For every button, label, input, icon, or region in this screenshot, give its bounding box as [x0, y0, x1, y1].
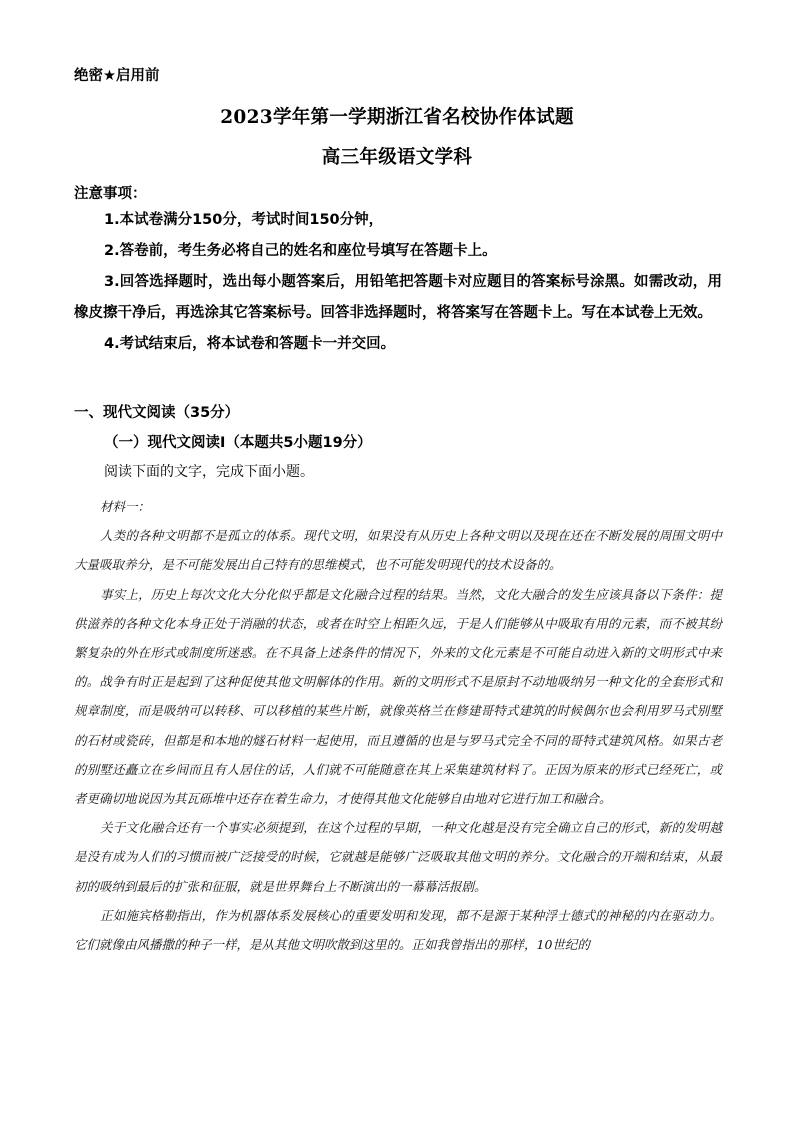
section-heading: 一、现代文阅读（35分） [74, 405, 240, 421]
exam-title: 2023学年第一学期浙江省名校协作体试题 [220, 107, 574, 128]
notes-list [74, 205, 722, 360]
material-paragraph: 正如施宾格勒指出，作为机器体系发展核心的重要发明和发现，都不是源于某种浮士德式的神秘的内在驱动力。它们就像由风播撒的种子一样，是从其他文明吹散到这里的。正如我曾指出的那样，10世纪的 [74, 907, 722, 953]
notes-heading: 注意事项： [74, 186, 147, 202]
reading-material [74, 492, 722, 959]
material-paragraph: 人类的各种文明都不是孤立的体系。现代文明，如果没有从历史上各种文明以及现在还在不断发展的周围文明中大量吸取养分，是不可能发展出自己特有的思维模式，也不可能发明现代的技术设备的。 [74, 528, 722, 573]
note-item: 4.考试结束后，将本试卷和答题卡一并交回。 [104, 336, 396, 352]
material-paragraph: 事实上，历史上每次文化大分化似乎都是文化融合过程的结果。当然，文化大融合的发生应该具备以下条件：提供滋养的各种文化本身正处于消融的状态，或者在时空上相距久远，于是人们能够从中吸取有用的元素，而不被其纷繁复杂的外在形式或制度所迷惑。在不具备上述条件的情况下，外来的文化元素是不可能自动进入新的文明形式中来的。战争有时正是起到了这种促使其他文明解体的作用。新的文明形式不是原封不动地吸纳另一种文化的全套形式和规章制度，而是吸纳可以转移、可以移植的某些片断，就像英格兰在修建哥特式建筑的时候偶尔也会利用罗马式别墅的石材或瓷砖，但都是和本地的燧石材料一起使用，而且遵循的也是与罗马式完全不同的哥特式建筑风格。如果古老的别墅还矗立在乡间而且有人居住的话，人们就不可能随意在其上采集建筑材料了。正因为原来的形式已经死亡，或者更确切地说因为其瓦砾堆中还存在着生命力，才使得其他文化能够自由地对它进行加工和融合。 [74, 586, 722, 807]
note-item: 3.回答选择题时，选出每小题答案后，用铅笔把答题卡对应题目的答案标号涂黑。如需改动，用橡皮擦干净后，再选涂其它答案标号。回答非选择题时，将答案写在答题卡上。写在本试卷上无效。 [74, 274, 722, 321]
note-item: 1.本试卷满分150分，考试时间150分钟， [104, 212, 384, 228]
reading-instruction: 阅读下面的文字，完成下面小题。 [104, 464, 314, 480]
secret-mark: 绝密★启用前 [74, 68, 160, 84]
exam-subtitle: 高三年级语文学科 [321, 147, 473, 168]
material-label: 材料一： [100, 499, 151, 514]
material-paragraph: 关于文化融合还有一个事实必须提到，在这个过程的早期，一种文化越是没有完全确立自己的形式，新的发明越是没有成为人们的习惯而被广泛接受的时候，它就越是能够广泛吸取其他文明的养分。文化融合的开端和结束，从最初的吸纳到最后的扩张和征服，就是世界舞台上不断演出的一幕幕活报剧。 [74, 820, 722, 894]
note-item: 2.答卷前，考生务必将自己的姓名和座位号填写在答题卡上。 [104, 243, 497, 259]
subsection-heading: （一）现代文阅读Ⅰ（本题共5小题19分） [104, 435, 372, 451]
